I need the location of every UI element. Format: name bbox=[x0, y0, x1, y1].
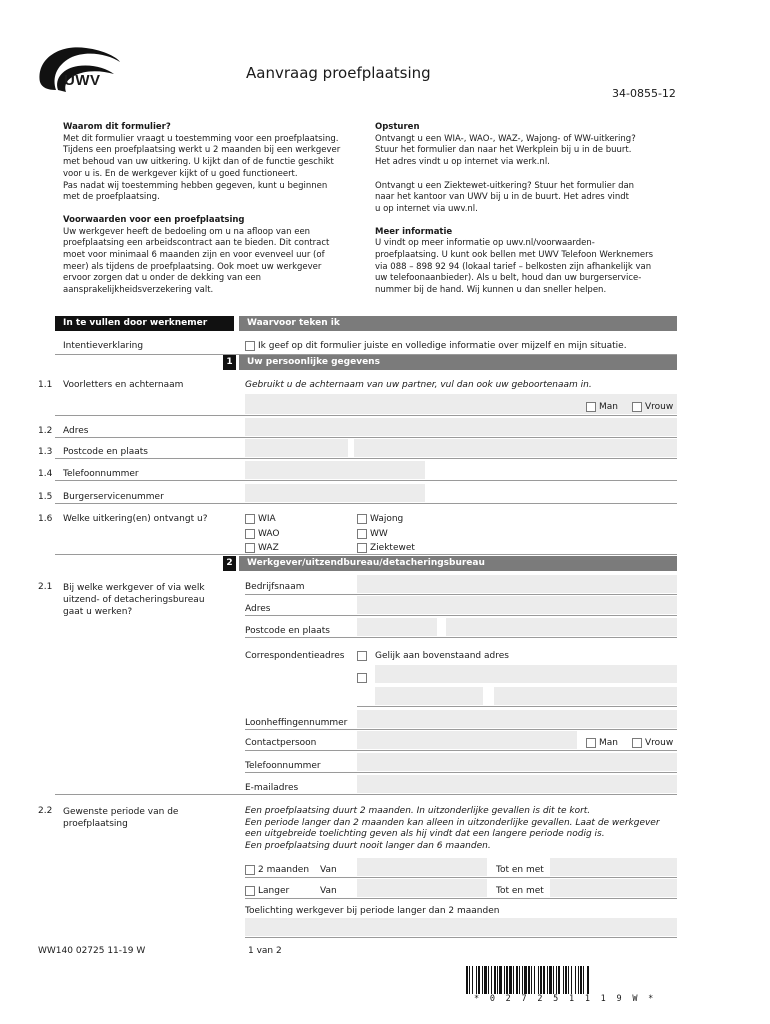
section-2-title: Werkgever/uitzendbureau/detacheringsbureau bbox=[239, 556, 677, 571]
barcode-bar bbox=[547, 966, 548, 994]
barcode-bar bbox=[472, 966, 473, 994]
wao-checkbox[interactable] bbox=[245, 529, 255, 539]
gelijk-checkbox[interactable] bbox=[357, 651, 367, 661]
contact-vrouw-checkbox[interactable] bbox=[632, 738, 642, 748]
tot-input-2[interactable] bbox=[550, 879, 677, 897]
corr-postcode-input[interactable] bbox=[375, 687, 483, 705]
email-input[interactable] bbox=[357, 775, 677, 793]
tot-input-1[interactable] bbox=[550, 858, 677, 876]
waz-label: WAZ bbox=[258, 543, 279, 553]
toelichting-input[interactable] bbox=[245, 918, 677, 936]
tot-label: Tot en met bbox=[496, 886, 544, 896]
period-2m-label: 2 maanden bbox=[258, 865, 310, 875]
q-label: Postcode en plaats bbox=[63, 447, 148, 457]
barcode-bar bbox=[571, 966, 572, 994]
q-label: Burgerservicenummer bbox=[63, 492, 164, 502]
employer-city-input[interactable] bbox=[446, 618, 677, 636]
intro-left: Waarom dit formulier? Met dit formulier vraagt u toestemming voor een proefplaatsing. Tijdens een proefplaatsing werkt u 2 maanden bij een werkgever met behoud van uw uitkering. U kijkt dan of de functie geschikt voor u is. En de werkgever kijkt of u goed functioneert. Pas nadat wij toestemming hebben gegeven, kunt u beginnen met de proefplaatsing. Voorwaarden voor een proefplaatsing Uw werkgever heeft de bedoeling om u na afloop van een proefplaatsing een arbeidscontract aan te bieden. Dit contract moet voor minimaal 6 maanden zijn en voor evenveel uur (of meer) als tijdens de proefplaatsing. Ook moet uw werkgever ervoor zorgen dat u onder de dekking van een aansprakelijkheidsverzekering valt. bbox=[63, 122, 363, 297]
section-1-title: Uw persoonlijke gegevens bbox=[239, 355, 677, 370]
barcode-bar bbox=[578, 966, 579, 994]
barcode-bar bbox=[538, 966, 539, 994]
ww-label: WW bbox=[370, 529, 388, 539]
footer-code: WW140 02725 11-19 W bbox=[38, 946, 146, 956]
barcode-bar bbox=[568, 966, 569, 994]
form-header-right: Waarvoor teken ik bbox=[239, 316, 677, 331]
barcode-bar bbox=[519, 966, 520, 994]
van-input-1[interactable] bbox=[357, 858, 487, 876]
logo-text: UWV bbox=[64, 72, 101, 89]
postcode-label: Postcode en plaats bbox=[245, 626, 330, 636]
barcode-bar bbox=[469, 966, 470, 994]
barcode-bar bbox=[476, 966, 477, 994]
contact-label: Contactpersoon bbox=[245, 738, 317, 748]
barcode-bar bbox=[528, 966, 530, 994]
adres-label: Adres bbox=[245, 604, 271, 614]
intro-heading: Waarom dit formulier? bbox=[63, 122, 171, 132]
barcode-bar bbox=[587, 966, 589, 994]
barcode-bar bbox=[484, 966, 487, 994]
barcode-bar bbox=[531, 966, 532, 994]
period-langer-checkbox[interactable] bbox=[245, 886, 255, 896]
man-checkbox[interactable] bbox=[586, 402, 596, 412]
address-input[interactable] bbox=[245, 418, 677, 436]
barcode-bar bbox=[565, 966, 567, 994]
q-number: 1.5 bbox=[38, 492, 53, 502]
corr-city-input[interactable] bbox=[494, 687, 677, 705]
barcode-bar bbox=[556, 966, 557, 994]
telefoon-label: Telefoonnummer bbox=[245, 761, 321, 771]
barcode-bar bbox=[466, 966, 468, 994]
barcode-bar bbox=[563, 966, 564, 994]
barcode-bar bbox=[516, 966, 518, 994]
wajong-label: Wajong bbox=[370, 514, 404, 524]
barcode-bar bbox=[580, 966, 582, 994]
intent-checkbox[interactable] bbox=[245, 341, 255, 351]
q-number: 1.3 bbox=[38, 447, 53, 457]
q-label: Telefoonnummer bbox=[63, 469, 139, 479]
loonheffing-input[interactable] bbox=[357, 710, 677, 728]
intro-heading: Opsturen bbox=[375, 122, 420, 132]
intro-right: Opsturen Ontvangt u een WIA-, WAO-, WAZ-, Wajong- of WW-uitkering? Stuur het formulier dan naar het Werkplein bij u in de buurt. Het adres vindt u op internet via werk.nl. Ontvangt u een Ziektewet-uitkering? Stuur het formulier dan naar het kantoor van UWV bij u in de buurt. Het adres vindt u op internet via uwv.nl. Meer informatie U vindt op meer informatie op uwv.nl/voorwaarden- proefplaatsing. U kunt ook bellen met UWV Telefoon Werknemers via 088 – 898 92 94 (lokaal tarief – belkosten zijn afhankelijk van uw telefoonaanbieder). Als u belt, houd dan uw burgerservice- nummer bij de hand. Wij kunnen u dan sneller helpen. bbox=[375, 122, 685, 297]
ww-checkbox[interactable] bbox=[357, 529, 367, 539]
barcode-bar bbox=[488, 966, 489, 994]
barcode-bar bbox=[497, 966, 498, 994]
barcode-bar bbox=[534, 966, 535, 994]
man-label: Man bbox=[599, 402, 618, 412]
bedrijfsnaam-label: Bedrijfsnaam bbox=[245, 582, 305, 592]
wia-label: WIA bbox=[258, 514, 276, 524]
van-label: Van bbox=[320, 886, 337, 896]
barcode-bar bbox=[513, 966, 514, 994]
intent-label: Intentieverklaring bbox=[63, 341, 144, 351]
bsn-input[interactable] bbox=[245, 484, 425, 502]
uwv-logo bbox=[34, 38, 124, 100]
postcode-input[interactable] bbox=[245, 439, 348, 457]
q-number: 1.6 bbox=[38, 514, 53, 524]
barcode-bar bbox=[506, 966, 508, 994]
barcode-text: * 0 2 7 2 5 1 1 1 9 W * bbox=[474, 994, 657, 1004]
contact-man-label: Man bbox=[599, 738, 618, 748]
wajong-checkbox[interactable] bbox=[357, 514, 367, 524]
contact-vrouw-label: Vrouw bbox=[645, 738, 674, 748]
q-number: 1.1 bbox=[38, 380, 53, 390]
section-1-number: 1 bbox=[223, 355, 236, 370]
barcode-bar bbox=[575, 966, 576, 994]
wia-checkbox[interactable] bbox=[245, 514, 255, 524]
q-number: 1.4 bbox=[38, 469, 53, 479]
barcode-bar bbox=[491, 966, 492, 994]
employer-phone-input[interactable] bbox=[357, 753, 677, 771]
van-label: Van bbox=[320, 865, 337, 875]
correspondentie-label: Correspondentieadres bbox=[245, 651, 345, 661]
barcode-bar bbox=[549, 966, 552, 994]
barcode-bar bbox=[524, 966, 527, 994]
contact-input[interactable] bbox=[357, 731, 577, 749]
q-number: 1.2 bbox=[38, 426, 53, 436]
page-number: 1 van 2 bbox=[248, 946, 282, 956]
page-title: Aanvraag proefplaatsing bbox=[246, 64, 431, 82]
q-label: Adres bbox=[63, 426, 89, 436]
q-label: Gewenste periode van de proefplaatsing bbox=[63, 807, 179, 829]
van-input-2[interactable] bbox=[357, 879, 487, 897]
barcode-bar bbox=[522, 966, 523, 994]
waz-checkbox[interactable] bbox=[245, 543, 255, 553]
barcode-bar bbox=[583, 966, 584, 994]
tot-label: Tot en met bbox=[496, 865, 544, 875]
period-2m-checkbox[interactable] bbox=[245, 865, 255, 875]
contact-man-checkbox[interactable] bbox=[586, 738, 596, 748]
q-hint: Gebruikt u de achternaam van uw partner, vul dan ook uw geboortenaam in. bbox=[245, 380, 592, 390]
period-info: Een proefplaatsing duurt 2 maanden. In uitzonderlijke gevallen is dit te kort. Een periode langer dan 2 maanden kan alleen in uitzonderlijke gevallen. Laat de werkgever een uitgebreide toelichting geven als hij vindt dat een langere periode nodig is. Een proefplaatsing duurt nooit langer dan 6 maanden. bbox=[245, 806, 660, 851]
phone-input[interactable] bbox=[245, 461, 425, 479]
ziektewet-checkbox[interactable] bbox=[357, 543, 367, 553]
barcode-bar bbox=[543, 966, 545, 994]
ziektewet-label: Ziektewet bbox=[370, 543, 415, 553]
barcode-bar bbox=[482, 966, 483, 994]
q-number: 2.2 bbox=[38, 806, 53, 816]
barcode-bar bbox=[509, 966, 512, 994]
intro-heading: Voorwaarden voor een proefplaatsing bbox=[63, 214, 245, 225]
corr-address-input[interactable] bbox=[375, 665, 677, 683]
barcode-bar bbox=[499, 966, 502, 994]
city-input[interactable] bbox=[354, 439, 677, 457]
form-code: 34-0855-12 bbox=[612, 87, 676, 100]
ander-adres-checkbox[interactable] bbox=[357, 673, 367, 683]
q-label: Bij welke werkgever of via welk uitzend- of detacheringsbureau gaat u werken? bbox=[63, 583, 205, 617]
vrouw-checkbox[interactable] bbox=[632, 402, 642, 412]
employer-address-input[interactable] bbox=[357, 596, 677, 614]
form-header-left-label: In te vullen door werknemer bbox=[63, 318, 208, 328]
barcode-bar bbox=[553, 966, 554, 994]
barcode-bar bbox=[504, 966, 505, 994]
q-label: Voorletters en achternaam bbox=[63, 380, 184, 390]
toelichting-label: Toelichting werkgever bij periode langer dan 2 maanden bbox=[245, 906, 500, 916]
barcode-bar bbox=[558, 966, 560, 994]
q-number: 2.1 bbox=[38, 582, 53, 592]
wao-label: WAO bbox=[258, 529, 280, 539]
barcode-bar bbox=[540, 966, 542, 994]
bedrijfsnaam-input[interactable] bbox=[357, 575, 677, 593]
period-langer-label: Langer bbox=[258, 886, 290, 896]
email-label: E-mailadres bbox=[245, 783, 299, 793]
section-2-number: 2 bbox=[223, 556, 236, 571]
intent-text: Ik geef op dit formulier juiste en volledige informatie over mijzelf en mijn situatie. bbox=[258, 341, 627, 351]
barcode-bar bbox=[478, 966, 480, 994]
barcode bbox=[466, 966, 678, 994]
q-label: Welke uitkering(en) ontvangt u? bbox=[63, 514, 208, 524]
gelijk-label: Gelijk aan bovenstaand adres bbox=[375, 651, 509, 661]
barcode-bar bbox=[494, 966, 496, 994]
vrouw-label: Vrouw bbox=[645, 402, 674, 412]
employer-postcode-input[interactable] bbox=[357, 618, 437, 636]
loonheffing-label: Loonheffingennummer bbox=[245, 718, 348, 728]
intro-heading: Meer informatie bbox=[375, 226, 453, 237]
